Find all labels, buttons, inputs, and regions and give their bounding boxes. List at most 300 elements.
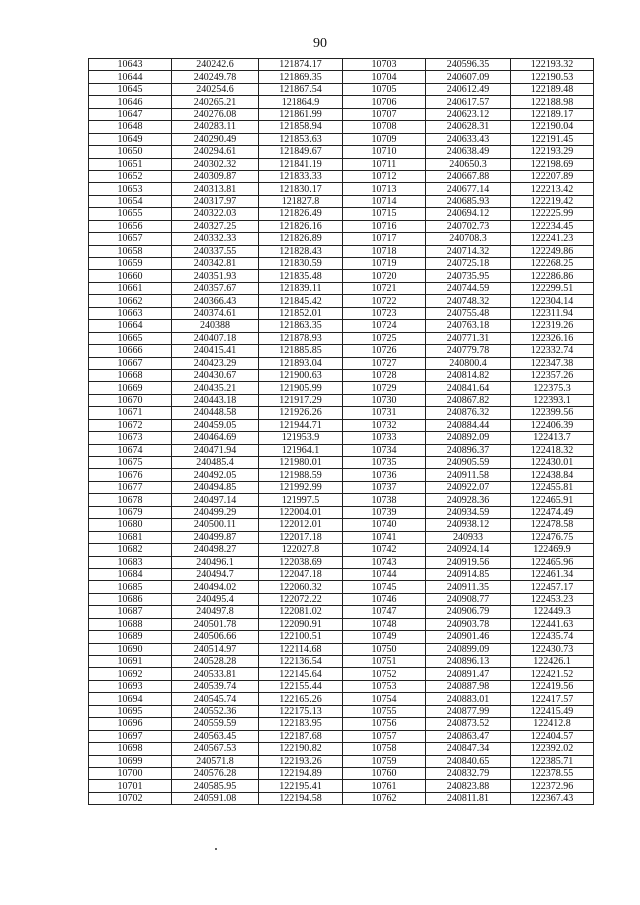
table-row — [89, 631, 594, 643]
table-cell: 240847.34 — [426, 743, 511, 755]
table-cell: 240708.3 — [426, 233, 511, 245]
table-cell: 122478.58 — [511, 519, 594, 531]
table-cell: 240933 — [426, 531, 511, 543]
table-cell: 240884.44 — [426, 419, 511, 431]
table-cell: 240814.82 — [426, 369, 511, 381]
table-cell: 121861.99 — [259, 108, 343, 120]
table-cell: 240840.65 — [426, 755, 511, 767]
table-cell: 121885.85 — [259, 345, 343, 357]
table-cell: 10673 — [89, 432, 172, 444]
table-cell: 122438.84 — [511, 469, 594, 481]
table-cell: 240327.25 — [172, 220, 259, 232]
table-row — [89, 656, 594, 668]
table-row — [89, 233, 594, 245]
table-row — [89, 506, 594, 518]
table-cell: 240883.01 — [426, 693, 511, 705]
table-cell: 10711 — [343, 158, 426, 170]
table-cell: 240443.18 — [172, 394, 259, 406]
table-cell: 10667 — [89, 357, 172, 369]
table-cell: 10729 — [343, 382, 426, 394]
table-row — [89, 258, 594, 270]
table-cell: 10687 — [89, 606, 172, 618]
table-cell: 240497.14 — [172, 494, 259, 506]
table-cell: 10749 — [343, 631, 426, 643]
table-cell: 122012.01 — [259, 519, 343, 531]
table-cell: 122441.63 — [511, 618, 594, 630]
table-cell: 10669 — [89, 382, 172, 394]
table-cell: 10735 — [343, 457, 426, 469]
table-cell: 10704 — [343, 71, 426, 83]
coordinates-table — [88, 58, 594, 805]
table-cell: 121853.63 — [259, 133, 343, 145]
table-cell: 240901.46 — [426, 631, 511, 643]
table-cell: 10661 — [89, 282, 172, 294]
table-row — [89, 494, 594, 506]
table-cell: 240506.66 — [172, 631, 259, 643]
table-cell: 122060.32 — [259, 581, 343, 593]
table-cell: 10751 — [343, 656, 426, 668]
table-cell: 240471.94 — [172, 444, 259, 456]
table-cell: 10710 — [343, 146, 426, 158]
table-cell: 240290.49 — [172, 133, 259, 145]
table-cell: 240628.31 — [426, 121, 511, 133]
table-row — [89, 133, 594, 145]
table-cell: 240499.29 — [172, 506, 259, 518]
table-cell: 122165.26 — [259, 693, 343, 705]
table-cell: 10720 — [343, 270, 426, 282]
table-cell: 10755 — [343, 705, 426, 717]
table-cell: 122319.26 — [511, 320, 594, 332]
table-cell: 240500.11 — [172, 519, 259, 531]
table-cell: 240914.85 — [426, 568, 511, 580]
table-cell: 121893.04 — [259, 357, 343, 369]
table-cell: 10746 — [343, 593, 426, 605]
table-cell: 240876.32 — [426, 407, 511, 419]
table-cell: 10734 — [343, 444, 426, 456]
table-cell: 10703 — [343, 59, 426, 71]
table-cell: 240494.85 — [172, 481, 259, 493]
table-cell: 121988.59 — [259, 469, 343, 481]
table-cell: 10747 — [343, 606, 426, 618]
table-cell: 240924.14 — [426, 544, 511, 556]
table-cell: 122027.8 — [259, 544, 343, 556]
table-row — [89, 780, 594, 792]
table-cell: 122194.58 — [259, 792, 343, 804]
table-row — [89, 718, 594, 730]
table-cell: 122367.43 — [511, 792, 594, 804]
table-cell: 122241.23 — [511, 233, 594, 245]
table-cell: 240294.61 — [172, 146, 259, 158]
table-cell: 10658 — [89, 245, 172, 257]
table-cell: 10666 — [89, 345, 172, 357]
table-cell: 240559.59 — [172, 718, 259, 730]
table-cell: 240748.32 — [426, 295, 511, 307]
table-row — [89, 743, 594, 755]
table-cell: 10760 — [343, 767, 426, 779]
table-cell: 122413.7 — [511, 432, 594, 444]
table-cell: 121827.8 — [259, 195, 343, 207]
table-cell: 240891.47 — [426, 668, 511, 680]
table-cell: 122415.49 — [511, 705, 594, 717]
table-cell: 240309.87 — [172, 170, 259, 182]
table-cell: 10716 — [343, 220, 426, 232]
table-cell: 121830.59 — [259, 258, 343, 270]
table-cell: 10705 — [343, 83, 426, 95]
table-cell: 122189.17 — [511, 108, 594, 120]
table-cell: 10759 — [343, 755, 426, 767]
table-row — [89, 767, 594, 779]
table-cell: 240501.78 — [172, 618, 259, 630]
table-row — [89, 680, 594, 692]
table-cell: 10693 — [89, 680, 172, 692]
table-cell: 240492.05 — [172, 469, 259, 481]
table-cell: 10694 — [89, 693, 172, 705]
table-cell: 122072.22 — [259, 593, 343, 605]
table-cell: 240496.1 — [172, 556, 259, 568]
table-cell: 121964.1 — [259, 444, 343, 456]
table-cell: 240591.08 — [172, 792, 259, 804]
table-cell: 122304.14 — [511, 295, 594, 307]
table-cell: 121826.89 — [259, 233, 343, 245]
table-cell: 122393.1 — [511, 394, 594, 406]
table-cell: 122406.39 — [511, 419, 594, 431]
table-cell: 122249.86 — [511, 245, 594, 257]
table-cell: 10724 — [343, 320, 426, 332]
table-cell: 121826.49 — [259, 208, 343, 220]
table-cell: 240771.31 — [426, 332, 511, 344]
table-cell: 10699 — [89, 755, 172, 767]
table-cell: 10742 — [343, 544, 426, 556]
table-cell: 10744 — [343, 568, 426, 580]
table-cell: 240892.09 — [426, 432, 511, 444]
table-cell: 240832.79 — [426, 767, 511, 779]
table-cell: 122268.25 — [511, 258, 594, 270]
table-cell: 122114.68 — [259, 643, 343, 655]
table-cell: 240342.81 — [172, 258, 259, 270]
table-cell: 240714.32 — [426, 245, 511, 257]
table-cell: 240938.12 — [426, 519, 511, 531]
table-cell: 10691 — [89, 656, 172, 668]
table-cell: 121878.93 — [259, 332, 343, 344]
table-cell: 122194.89 — [259, 767, 343, 779]
table-cell: 121849.67 — [259, 146, 343, 158]
table-cell: 240459.05 — [172, 419, 259, 431]
table-cell: 10708 — [343, 121, 426, 133]
table-cell: 121858.94 — [259, 121, 343, 133]
table-row — [89, 320, 594, 332]
table-cell: 240928.36 — [426, 494, 511, 506]
table-cell: 240576.28 — [172, 767, 259, 779]
table-cell: 240317.97 — [172, 195, 259, 207]
table-cell: 240351.93 — [172, 270, 259, 282]
table-cell: 240571.8 — [172, 755, 259, 767]
table-cell: 10739 — [343, 506, 426, 518]
table-cell: 10713 — [343, 183, 426, 195]
table-cell: 10721 — [343, 282, 426, 294]
table-cell: 10672 — [89, 419, 172, 431]
table-row — [89, 668, 594, 680]
table-cell: 10741 — [343, 531, 426, 543]
table-cell: 240911.35 — [426, 581, 511, 593]
table-cell: 10671 — [89, 407, 172, 419]
table-cell: 10701 — [89, 780, 172, 792]
table-cell: 240922.07 — [426, 481, 511, 493]
table-cell: 240896.37 — [426, 444, 511, 456]
table-row — [89, 357, 594, 369]
table-row — [89, 705, 594, 717]
table-cell: 240877.99 — [426, 705, 511, 717]
table-cell: 240607.09 — [426, 71, 511, 83]
table-cell: 122357.26 — [511, 369, 594, 381]
table-cell: 240800.4 — [426, 357, 511, 369]
table-cell: 10675 — [89, 457, 172, 469]
table-cell: 10740 — [343, 519, 426, 531]
page-number: 90 — [313, 36, 327, 51]
table-cell: 121953.9 — [259, 432, 343, 444]
table-cell: 10728 — [343, 369, 426, 381]
table-cell: 10722 — [343, 295, 426, 307]
table-cell: 122286.86 — [511, 270, 594, 282]
table-cell: 10697 — [89, 730, 172, 742]
table-cell: 240302.32 — [172, 158, 259, 170]
table-cell: 121905.99 — [259, 382, 343, 394]
table-cell: 240934.59 — [426, 506, 511, 518]
table-cell: 240585.95 — [172, 780, 259, 792]
table-cell: 122419.56 — [511, 680, 594, 692]
table-cell: 122426.1 — [511, 656, 594, 668]
table-cell: 240563.45 — [172, 730, 259, 742]
table-cell: 10660 — [89, 270, 172, 282]
table-cell: 121841.19 — [259, 158, 343, 170]
table-cell: 10674 — [89, 444, 172, 456]
table-cell: 10714 — [343, 195, 426, 207]
table-cell: 10756 — [343, 718, 426, 730]
table-cell: 10648 — [89, 121, 172, 133]
table-cell: 10754 — [343, 693, 426, 705]
table-cell: 240867.82 — [426, 394, 511, 406]
table-cell: 121830.17 — [259, 183, 343, 195]
table-row — [89, 481, 594, 493]
table-cell: 10718 — [343, 245, 426, 257]
table-row — [89, 295, 594, 307]
table-cell: 10732 — [343, 419, 426, 431]
table-cell: 121835.48 — [259, 270, 343, 282]
table-cell: 10680 — [89, 519, 172, 531]
table-row — [89, 519, 594, 531]
table-cell: 10677 — [89, 481, 172, 493]
table-cell: 10655 — [89, 208, 172, 220]
table-cell: 10731 — [343, 407, 426, 419]
table-row — [89, 544, 594, 556]
table-cell: 122190.53 — [511, 71, 594, 83]
table-row — [89, 220, 594, 232]
table-row — [89, 457, 594, 469]
table-cell: 121997.5 — [259, 494, 343, 506]
stray-dot-mark — [215, 848, 217, 850]
table-cell: 122038.69 — [259, 556, 343, 568]
table-cell: 122213.42 — [511, 183, 594, 195]
table-cell: 10650 — [89, 146, 172, 158]
table-cell: 10652 — [89, 170, 172, 182]
table-cell: 240494.7 — [172, 568, 259, 580]
table-cell: 10745 — [343, 581, 426, 593]
table-cell: 10670 — [89, 394, 172, 406]
table-cell: 122193.26 — [259, 755, 343, 767]
table-cell: 10712 — [343, 170, 426, 182]
table-cell: 240514.97 — [172, 643, 259, 655]
table-row — [89, 332, 594, 344]
table-row — [89, 121, 594, 133]
table-cell: 10689 — [89, 631, 172, 643]
table-cell: 10709 — [343, 133, 426, 145]
table-cell: 240485.4 — [172, 457, 259, 469]
table-cell: 240906.79 — [426, 606, 511, 618]
table-cell: 240495.4 — [172, 593, 259, 605]
table-row — [89, 345, 594, 357]
table-cell: 10725 — [343, 332, 426, 344]
table-cell: 122193.32 — [511, 59, 594, 71]
table-row — [89, 245, 594, 257]
table-row — [89, 382, 594, 394]
table-cell: 122311.94 — [511, 307, 594, 319]
table-row — [89, 792, 594, 804]
table-row — [89, 369, 594, 381]
table-cell: 240494.02 — [172, 581, 259, 593]
table-cell: 122047.18 — [259, 568, 343, 580]
table-cell: 121926.26 — [259, 407, 343, 419]
table-cell: 122190.04 — [511, 121, 594, 133]
table-cell: 10646 — [89, 96, 172, 108]
table-cell: 240430.67 — [172, 369, 259, 381]
table-cell: 122198.69 — [511, 158, 594, 170]
table-cell: 121839.11 — [259, 282, 343, 294]
table-row — [89, 469, 594, 481]
table-row — [89, 208, 594, 220]
table-cell: 121869.35 — [259, 71, 343, 83]
table-cell: 121992.99 — [259, 481, 343, 493]
table-cell: 10762 — [343, 792, 426, 804]
table-cell: 240407.18 — [172, 332, 259, 344]
table-cell: 122399.56 — [511, 407, 594, 419]
table-cell: 240499.87 — [172, 531, 259, 543]
table-cell: 122145.64 — [259, 668, 343, 680]
table-cell: 10684 — [89, 568, 172, 580]
table-cell: 122453.23 — [511, 593, 594, 605]
table-cell: 10659 — [89, 258, 172, 270]
table-cell: 10690 — [89, 643, 172, 655]
table-cell: 240873.52 — [426, 718, 511, 730]
table-row — [89, 556, 594, 568]
table-cell: 240638.49 — [426, 146, 511, 158]
table-row — [89, 170, 594, 182]
table-cell: 240863.47 — [426, 730, 511, 742]
table-cell: 240533.81 — [172, 668, 259, 680]
table-cell: 122461.34 — [511, 568, 594, 580]
table-cell: 122435.74 — [511, 631, 594, 643]
table-cell: 122465.91 — [511, 494, 594, 506]
table-row — [89, 394, 594, 406]
table-cell: 122189.48 — [511, 83, 594, 95]
table-row — [89, 444, 594, 456]
table-cell: 240911.58 — [426, 469, 511, 481]
table-cell: 240823.88 — [426, 780, 511, 792]
table-cell: 240567.53 — [172, 743, 259, 755]
table-cell: 122449.3 — [511, 606, 594, 618]
table-cell: 10645 — [89, 83, 172, 95]
table-cell: 121980.01 — [259, 457, 343, 469]
table-row — [89, 282, 594, 294]
table-cell: 240887.98 — [426, 680, 511, 692]
table-cell: 10757 — [343, 730, 426, 742]
table-cell: 10688 — [89, 618, 172, 630]
table-cell: 122193.29 — [511, 146, 594, 158]
table-cell: 240337.55 — [172, 245, 259, 257]
table-cell: 122219.42 — [511, 195, 594, 207]
table-cell: 240755.48 — [426, 307, 511, 319]
table-cell: 122326.16 — [511, 332, 594, 344]
table-row — [89, 606, 594, 618]
table-cell: 10662 — [89, 295, 172, 307]
table-cell: 122207.89 — [511, 170, 594, 182]
table-cell: 10717 — [343, 233, 426, 245]
table-cell: 10696 — [89, 718, 172, 730]
table-cell: 240744.59 — [426, 282, 511, 294]
table-cell: 240254.6 — [172, 83, 259, 95]
table-cell: 10738 — [343, 494, 426, 506]
table-cell: 122191.45 — [511, 133, 594, 145]
table-cell: 122136.54 — [259, 656, 343, 668]
table-cell: 240685.93 — [426, 195, 511, 207]
table-cell: 10692 — [89, 668, 172, 680]
table-cell: 121826.16 — [259, 220, 343, 232]
table-cell: 240415.41 — [172, 345, 259, 357]
table-row — [89, 96, 594, 108]
table-cell: 10753 — [343, 680, 426, 692]
table-cell: 10654 — [89, 195, 172, 207]
table-cell: 122457.17 — [511, 581, 594, 593]
table-cell: 122183.95 — [259, 718, 343, 730]
table-cell: 240596.35 — [426, 59, 511, 71]
table-cell: 240841.64 — [426, 382, 511, 394]
table-row — [89, 693, 594, 705]
table-cell: 240423.29 — [172, 357, 259, 369]
table-cell: 122234.45 — [511, 220, 594, 232]
table-row — [89, 618, 594, 630]
table-row — [89, 432, 594, 444]
table-cell: 10723 — [343, 307, 426, 319]
table-cell: 240322.03 — [172, 208, 259, 220]
table-cell: 122188.98 — [511, 96, 594, 108]
table-cell: 240633.43 — [426, 133, 511, 145]
table-cell: 240702.73 — [426, 220, 511, 232]
table-cell: 122430.01 — [511, 457, 594, 469]
table-cell: 122412.8 — [511, 718, 594, 730]
table-cell: 240552.36 — [172, 705, 259, 717]
table-row — [89, 407, 594, 419]
table-cell: 10698 — [89, 743, 172, 755]
table-cell: 10681 — [89, 531, 172, 543]
table-cell: 121833.33 — [259, 170, 343, 182]
table-cell: 122404.57 — [511, 730, 594, 742]
table-cell: 10736 — [343, 469, 426, 481]
table-cell: 122372.96 — [511, 780, 594, 792]
table-cell: 10644 — [89, 71, 172, 83]
table-cell: 240612.49 — [426, 83, 511, 95]
table-cell: 10656 — [89, 220, 172, 232]
table-cell: 121900.63 — [259, 369, 343, 381]
table-cell: 122476.75 — [511, 531, 594, 543]
table-cell: 122332.74 — [511, 345, 594, 357]
